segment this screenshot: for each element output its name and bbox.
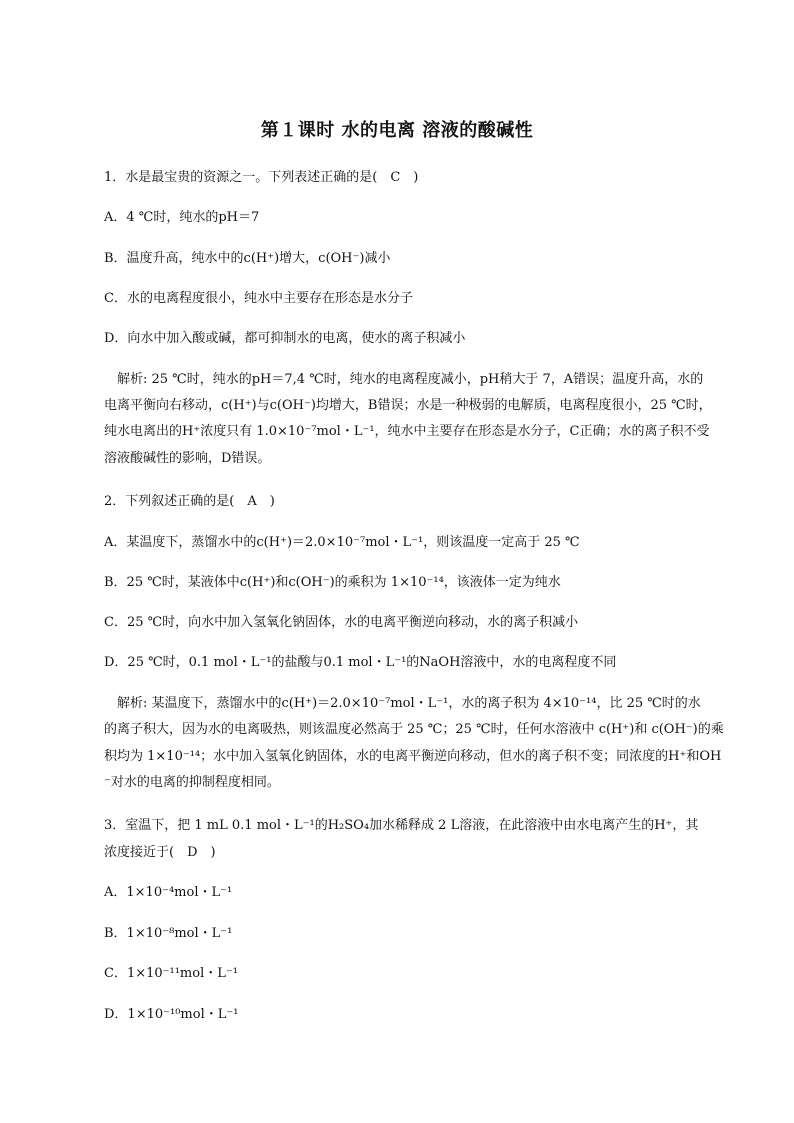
question-3-option-c: C．1×10⁻¹¹mol・L⁻¹ xyxy=(104,966,238,981)
question-3-option-d: D．1×10⁻¹⁰mol・L⁻¹ xyxy=(104,1007,239,1022)
question-1-option-b: B．温度升高，纯水中的c(H⁺)增大，c(OH⁻)减小 xyxy=(104,251,391,266)
question-2-option-b: B．25 ℃时，某液体中c(H⁺)和c(OH⁻)的乘积为 1×10⁻¹⁴，该液体一定为纯水 xyxy=(104,575,561,590)
question-2-option-a: A．某温度下，蒸馏水中的c(H⁺)＝2.0×10⁻⁷mol・L⁻¹，则该温度一定高于 25 ℃ xyxy=(104,535,580,550)
question-2-analysis-line: 积均为 1×10⁻¹⁴；水中加入氢氧化钠固体，水的电离平衡逆向移动，但水的离子积不变；同浓度的H⁺和OH xyxy=(104,749,722,764)
question-1-analysis-line: 解析: 25 ℃时，纯水的pH＝7,4 ℃时，纯水的电离程度减小，pH稍大于 7，A错误；温度升高，水的 xyxy=(104,372,704,387)
question-2-option-c: C．25 ℃时，向水中加入氢氧化钠固体，水的电离平衡逆向移动，水的离子积减小 xyxy=(104,615,579,630)
question-1-analysis-line: 溶液酸碱性的影响，D错误。 xyxy=(104,451,271,466)
question-1-analysis-line: 纯水电离出的H⁺浓度只有 1.0×10⁻⁷mol・L⁻¹，纯水中主要存在形态是水分子，C正确；水的离子积不受 xyxy=(104,424,710,439)
question-2-option-d: D．25 ℃时，0.1 mol・L⁻¹的盐酸与0.1 mol・L⁻¹的NaOH溶液中，水的电离程度不同 xyxy=(104,655,617,670)
question-1-analysis-line: 电离平衡向右移动，c(H⁺)与c(OH⁻)均增大，B错误；水是一种极弱的电解质，电离程度很小，25 ℃时， xyxy=(104,398,712,413)
question-3-stem-line: 浓度接近于( D ) xyxy=(104,845,216,860)
question-1-stem: 1．水是最宝贵的资源之一。下列表述正确的是( C ) xyxy=(104,170,419,185)
question-2-analysis-line: 解析: 某温度下，蒸馏水中的c(H⁺)＝2.0×10⁻⁷mol・L⁻¹，水的离子积为 4×10⁻¹⁴，比 25 ℃时的水 xyxy=(104,696,701,711)
question-3-stem-line: 3．室温下，把 1 mL 0.1 mol・L⁻¹的H₂SO₄加水稀释成 2 L溶液，在此溶液中由水电离产生的H⁺，其 xyxy=(104,818,699,833)
question-1-option-d: D．向水中加入酸或碱，都可抑制水的电离，使水的离子积减小 xyxy=(104,331,466,346)
page-title: 第１课时 水的电离 溶液的酸碱性 xyxy=(260,120,534,141)
question-3-option-b: B．1×10⁻⁸mol・L⁻¹ xyxy=(104,926,233,941)
question-2-analysis-line: 的离子积大，因为水的电离吸热，则该温度必然高于 25 ℃；25 ℃时，任何水溶液中 c(H⁺)和 c(OH⁻)的乘 xyxy=(104,722,724,737)
question-1-option-a: A．4 ℃时，纯水的pH＝7 xyxy=(104,210,260,225)
question-2-stem: 2．下列叙述正确的是( A ) xyxy=(104,494,275,509)
question-1-option-c: C．水的电离程度很小，纯水中主要存在形态是水分子 xyxy=(104,291,413,306)
question-2-analysis-line: ⁻对水的电离的抑制程度相同。 xyxy=(104,775,280,790)
question-3-option-a: A．1×10⁻⁴mol・L⁻¹ xyxy=(104,885,233,900)
